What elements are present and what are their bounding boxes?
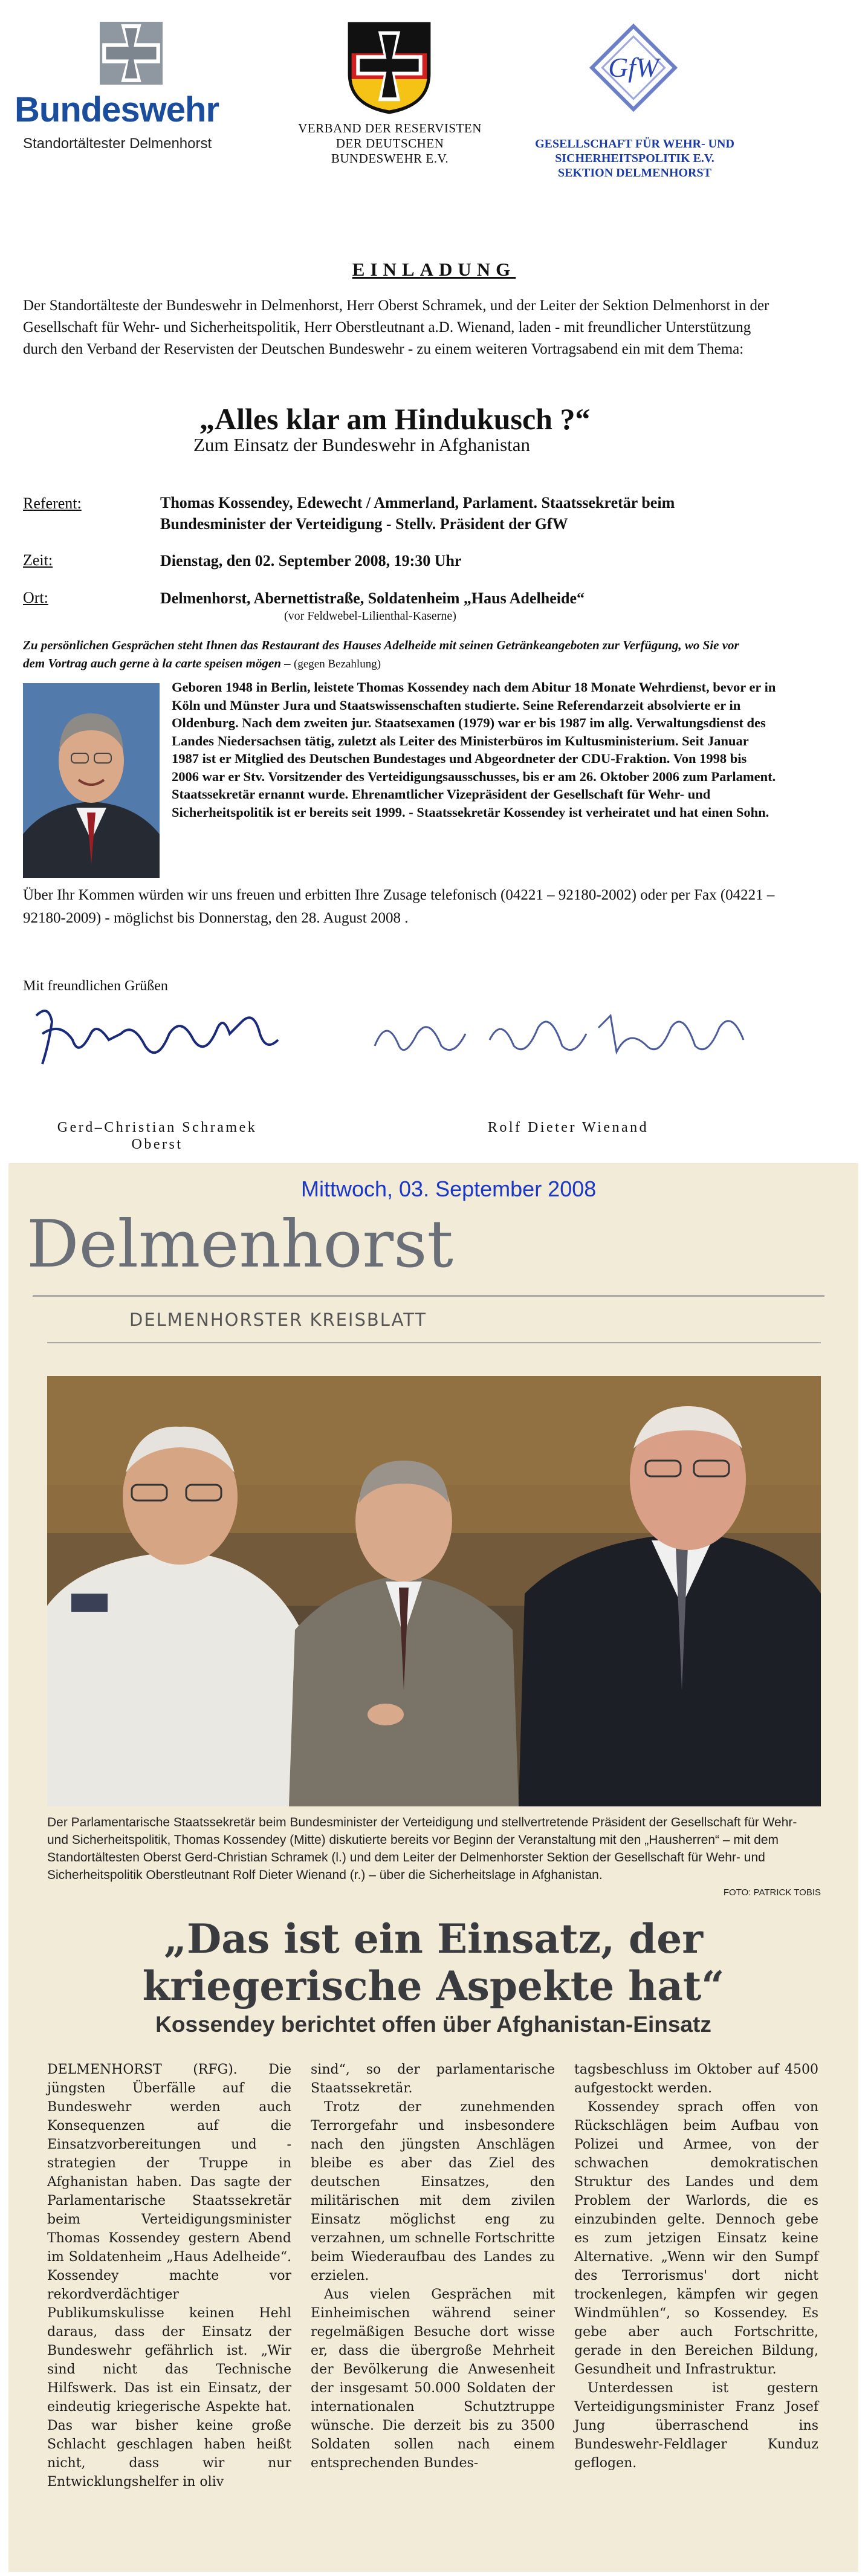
gfw-logo-letters: GfW (608, 52, 659, 83)
note-suffix: (gegen Bezahlung) (294, 658, 381, 670)
event-photo (47, 1376, 821, 1806)
time-value: Dienstag, den 02. September 2008, 19:30 Uhr (160, 552, 462, 569)
restaurant-note (23, 636, 748, 673)
speaker-label: Referent: (23, 495, 82, 512)
article-column-2 (311, 2060, 555, 2473)
bundeswehr-subtitle: Standortältester Delmenhorst (23, 135, 212, 152)
column-3-paragraph: tagsbeschluss im Oktober auf 4500 aufgestockt werden. (574, 2062, 818, 2096)
gfw-line-1: GESELLSCHAFT FÜR WEHR- UND (535, 137, 734, 151)
masthead-rule-lower (47, 1342, 821, 1343)
column-3-paragraph: Unterdessen ist gestern Verteidigungsminister Franz Josef Jung überraschend ins Bundeswehr-Feldlager Kunduz geflogen. (574, 2381, 818, 2471)
photo-caption (47, 1814, 821, 1901)
gfw-line-2: SICHERHEITSPOLITIK E.V. (555, 152, 714, 165)
note-text: Zu persönlichen Gesprächen steht Ihnen das Restaurant des Hauses Adelheide mit seinen Getränkeangeboten zur Verfügung, wo Sie vor dem Vortrag auch gerne à la carte speisen mögen – (23, 638, 739, 670)
signature-wienand (369, 991, 756, 1082)
masthead-rule (33, 1295, 824, 1297)
signer1-rank: Oberst (131, 1137, 183, 1152)
article-headline (8, 1915, 858, 2010)
headline-line-2: kriegerische Aspekte hat“ (142, 1962, 725, 2010)
reservisten-line-1: VERBAND DER RESERVISTEN (298, 121, 482, 135)
column-2-paragraph: Trotz der zunehmenden Terrorgefahr und insbesondere nach den jüngsten Anschlägen bleibe es aber das Ziel des deutschen Einsatzes, den militärischen mit dem zivilen Einsatz möglichst eng zu verzahnen, um schnelle Fortschritte beim Wiederaufbau des Landes zu erzielen. (311, 2100, 555, 2283)
reservisten-line-3: BUNDESWEHR E.V. (331, 151, 449, 166)
invitation-heading: EINLADUNG (352, 259, 516, 280)
place-value: Delmenhorst, Abernettistraße, Soldatenheim „Haus Adelheide“ (160, 589, 585, 607)
newspaper-clipping (8, 1163, 858, 2572)
reservisten-name (284, 121, 496, 166)
gfw-line-3: SEKTION DELMENHORST (558, 166, 711, 180)
caption-text: Der Parlamentarische Staatssekretär beim Bundesminister der Verteidigung und stellvertretende Präsident der Gesellschaft für Wehr- und Sicherheitspolitik, Thomas Kossendey (Mitte) diskutierte bereits vor Beginn der Veranstaltung mit den „Hausherren“ – mit dem Standortältesten Oberst Gerd-Christian Schramek (l.) und dem Leiter der Delmenhorster Sektion der Gesellschaft für Wehr- und Sicherheitspolitik Oberstleutnant Rolf Dieter Wienand (r.) – über die Sicherheitslage in Afghanistan. (47, 1815, 797, 1882)
bundeswehr-wordmark: Bundeswehr (15, 90, 219, 129)
gfw-name (520, 137, 750, 180)
column-3-paragraph: Kossendey sprach offen von Rückschlägen beim Aufbau von Polizei und Armee, von der schwachen demokratischen Struktur des Landes und dem Problem der Warlords, die es einzubinden gelte. Dennoch gebe es zum jetzigen Einsatz keine Alternative. „Wenn wir den Sumpf des Terrorismus' dort nicht trockenlegen, kämpfen wir gegen Windmühlen“, so Kossendey. Es gebe aber auch Fortschritte, gerade in den Bereichen Bildung, Gesundheit und Infrastruktur. (574, 2100, 818, 2377)
place-label: Ort: (23, 589, 48, 606)
clipping-date: Mittwoch, 03. September 2008 (301, 1176, 597, 1201)
newspaper-subtitle: DELMENHORSTER KREISBLATT (129, 1309, 427, 1330)
time-label: Zeit: (23, 551, 53, 569)
gfw-diamond-logo-icon (588, 22, 679, 114)
article-subheadline: Kossendey berichtet offen über Afghanistan-Einsatz (155, 2012, 711, 2037)
article-column-1 (47, 2060, 291, 2491)
talk-subtitle: Zum Einsatz der Bundeswehr in Afghanistan (193, 434, 531, 455)
speaker-value: Thomas Kossendey, Edewecht / Ammerland, Parlament. Staatssekretär beim Bundesminister der Verteidigung - Stellv. Präsident der GfW (160, 494, 675, 533)
speaker-biography: Geboren 1948 in Berlin, leistete Thomas Kossendey nach dem Abitur 18 Monate Wehrdienst, bevor er in Köln und Münster Jura und Staatswissenschaften studierte. Seine Referendarzeit absolvierte er in Oldenburg. Nach dem zweiten jur. Staatsexamen (1979) war er bis 1987 im allg. Verwaltungsdienst des Landes Niedersachsen tätig, zuletzt als Leiter des Ministerbüros im Kultusministerium. Seit Januar 1987 ist er Mitglied des Deutschen Bundestages und Abgeordneter der CDU-Fraktion. Von 1998 bis 2006 war er Stv. Vorsitzender des Verteidigungsausschusses, bis er am 26. Oktober 2006 zum Parlament. Staatssekretär ernannt wurde. Ehrenamtlicher Vizepräsident der Gesellschaft für Wehr- und Sicherheitspolitik ist er bereits seit 1999. - Staatssekretär Kossendey ist verheiratet und hat einen Sohn. (172, 680, 776, 820)
article-column-3 (574, 2060, 818, 2473)
rsvp-text: Über Ihr Kommen würden wir uns freuen und erbitten Ihre Zusage telefonisch (04221 – 92180-2002) oder per Fax (04221 – 92180-2009) - möglichst bis Donnerstag, den 28. August 2008 . (23, 887, 775, 926)
bundeswehr-iron-cross-icon (100, 22, 163, 85)
photo-credit: FOTO: PATRICK TOBIS (723, 1887, 821, 1898)
column-2-paragraph: sind“, so der parlamentarische Staatssekretär. (311, 2062, 555, 2096)
newspaper-title: Delmenhorst (27, 1207, 453, 1282)
invitation-intro: Der Standortälteste der Bundeswehr in Delmenhorst, Herr Oberst Schramek, und der Leiter der Sektion Delmenhorst in der Gesellschaft für Wehr- und Sicherheitspolitik, Herr Oberstleutnant a.D. Wienand, laden - mit freundlicher Unterstützung durch den Verband der Reservisten der Deutschen Bundeswehr - zu einem weiteren Vortragsabend ein mit dem Thema: (23, 297, 769, 357)
signer1-name: Gerd–Christian Schramek (57, 1120, 257, 1135)
signer2-name: Rolf Dieter Wienand (487, 1120, 649, 1135)
speaker-portrait (23, 683, 160, 878)
place-subline: (vor Feldwebel-Lilienthal-Kaserne) (284, 609, 456, 623)
column-1-paragraph: DELMENHORST (RFG). Die jüngsten Überfälle auf die Bundeswehr werden auch Konsequenzen auf die Einsatzvorbereitungen und -strategien der Truppe in Afghanistan haben. Das sagte der Parlamentarische Staatssekretär beim Verteidigungsminister Thomas Kossendey gestern Abend im Soldatenheim „Haus Adelheide“. Kossendey machte vor rekordverdächtiger Publikumskulisse keinen Hehl daraus, dass der Einsatz der Bundeswehr gefährlich ist. „Wir sind nicht das Technische Hilfswerk. Das ist ein Einsatz, der eindeutig kriegerische Aspekte hat. Das war bisher keine große Schlacht geschlagen haben heißt nicht, dass wir nur Entwicklungshelfer in oliv (47, 2062, 291, 2490)
talk-title: „Alles klar am Hindukusch ?“ (199, 402, 591, 436)
headline-line-1: „Das ist ein Einsatz, der (164, 1915, 703, 1962)
greeting: Mit freundlichen Grüßen (23, 978, 168, 994)
reservisten-shield-icon (343, 18, 435, 116)
column-2-paragraph: Aus vielen Gesprächen mit Einheimischen während seiner regelmäßigen Besuche dort wisse er, dass die übergroße Mehrheit der Bevölkerung die Anwesenheit der insgesamt 50.000 Soldaten der internationalen Schutztruppe wünsche. Die derzeit bis zu 3500 Soldaten sollen nach einem entsprechenden Bundes- (311, 2287, 555, 2471)
signature-schramek (24, 998, 290, 1076)
reservisten-line-2: DER DEUTSCHEN (335, 136, 444, 151)
